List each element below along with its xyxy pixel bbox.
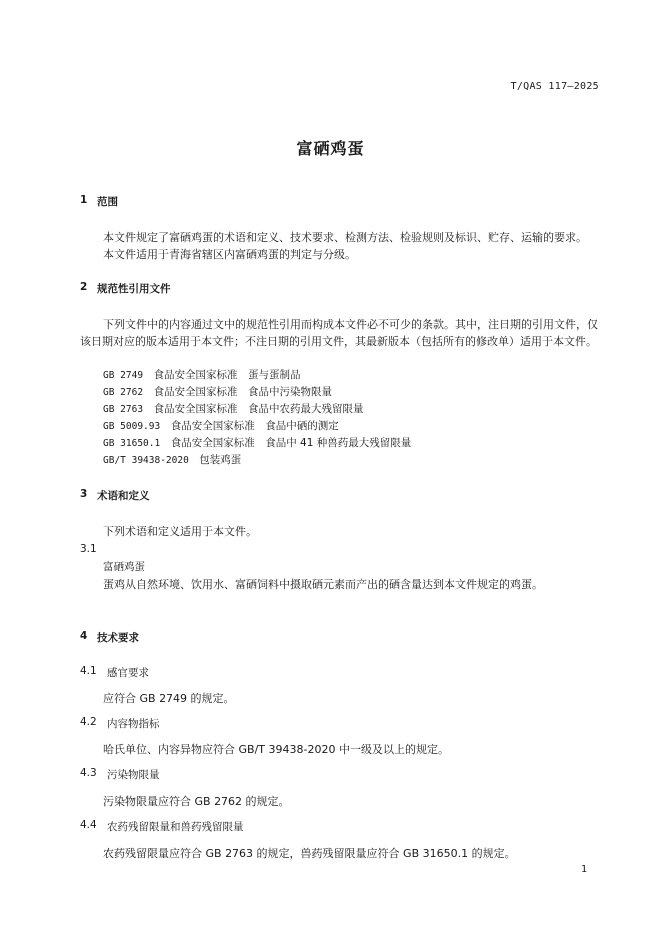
reference-code: GB 2763	[103, 404, 144, 415]
clause-4-3-number: 4.3	[80, 767, 97, 779]
reference-item	[103, 367, 301, 382]
clause-4-3-text: 污染物限量应符合 GB 2762 的规定。	[103, 795, 290, 808]
reference-item	[103, 401, 364, 416]
reference-name: 食品安全国家标准 蛋与蛋制品	[153, 369, 301, 381]
reference-name: 食品安全国家标准 食品中污染物限量	[153, 386, 333, 398]
reference-name: 食品安全国家标准 食品中 41 种兽药最大残留限量	[170, 437, 412, 449]
section-1-paragraph-1: 本文件规定了富硒鸡蛋的术语和定义、技术要求、检测方法、检验规则及标识、贮存、运输的要求。	[103, 231, 587, 244]
section-1-number: 1	[80, 194, 88, 206]
reference-code: GB 2762	[103, 387, 144, 398]
clause-4-1-text: 应符合 GB 2749 的规定。	[103, 692, 235, 705]
section-4-number: 4	[80, 630, 88, 642]
reference-name: 包装鸡蛋	[199, 454, 242, 466]
section-2-number: 2	[80, 281, 88, 293]
term-3-1-number: 3.1	[80, 543, 97, 555]
clause-4-2-number: 4.2	[80, 716, 97, 728]
reference-item	[103, 452, 241, 467]
reference-item	[103, 384, 332, 399]
section-3-number: 3	[80, 488, 88, 500]
reference-code: GB 31650.1	[103, 438, 161, 449]
clause-4-4-text: 农药残留限量应符合 GB 2763 的规定，兽药残留限量应符合 GB 31650.1 的规定。	[103, 847, 516, 860]
section-1-paragraph-2: 本文件适用于青海省辖区内富硒鸡蛋的判定与分级。	[103, 248, 356, 261]
clause-4-3-title: 污染物限量	[107, 769, 160, 781]
term-3-1-definition: 蛋鸡从自然环境、饮用水、富硒饲料中摄取硒元素而产出的硒含量达到本文件规定的鸡蛋。	[103, 578, 543, 591]
clause-4-2-title: 内容物指标	[107, 718, 160, 730]
reference-item	[103, 418, 339, 433]
clause-4-4-number: 4.4	[80, 819, 97, 831]
term-3-1-name: 富硒鸡蛋	[103, 561, 145, 573]
page-number: 1	[580, 864, 587, 875]
clause-4-1-title: 感官要求	[107, 667, 149, 679]
reference-name: 食品安全国家标准 食品中硒的测定	[170, 420, 339, 432]
reference-code: GB/T 39438-2020	[103, 455, 189, 466]
section-2-intro: 下列文件中的内容通过文中的规范性引用而构成本文件必不可少的条款。其中，注日期的引用文件，仅该日期对应的版本适用于本文件；不注日期的引用文件，其最新版本（包括所有的修改单）适用于本文件。	[80, 318, 598, 348]
reference-item	[103, 435, 411, 450]
clause-4-4-title: 农药残留限量和兽药残留限量	[107, 821, 244, 833]
section-3-intro: 下列术语和定义适用于本文件。	[103, 525, 257, 538]
section-3-title: 术语和定义	[97, 490, 150, 502]
reference-code: GB 5009.93	[103, 421, 161, 432]
section-1-title: 范围	[97, 196, 118, 208]
standard-number: T/QAS 117—2025	[510, 81, 599, 92]
document-title: 富硒鸡蛋	[296, 139, 365, 158]
section-2-title: 规范性引用文件	[97, 283, 171, 295]
reference-code: GB 2749	[103, 370, 144, 381]
clause-4-2-text: 哈氏单位、内容异物应符合 GB/T 39438-2020 中一级及以上的规定。	[103, 743, 449, 756]
reference-name: 食品安全国家标准 食品中农药最大残留限量	[153, 403, 364, 415]
section-4-title: 技术要求	[97, 632, 139, 644]
clause-4-1-number: 4.1	[80, 665, 97, 677]
